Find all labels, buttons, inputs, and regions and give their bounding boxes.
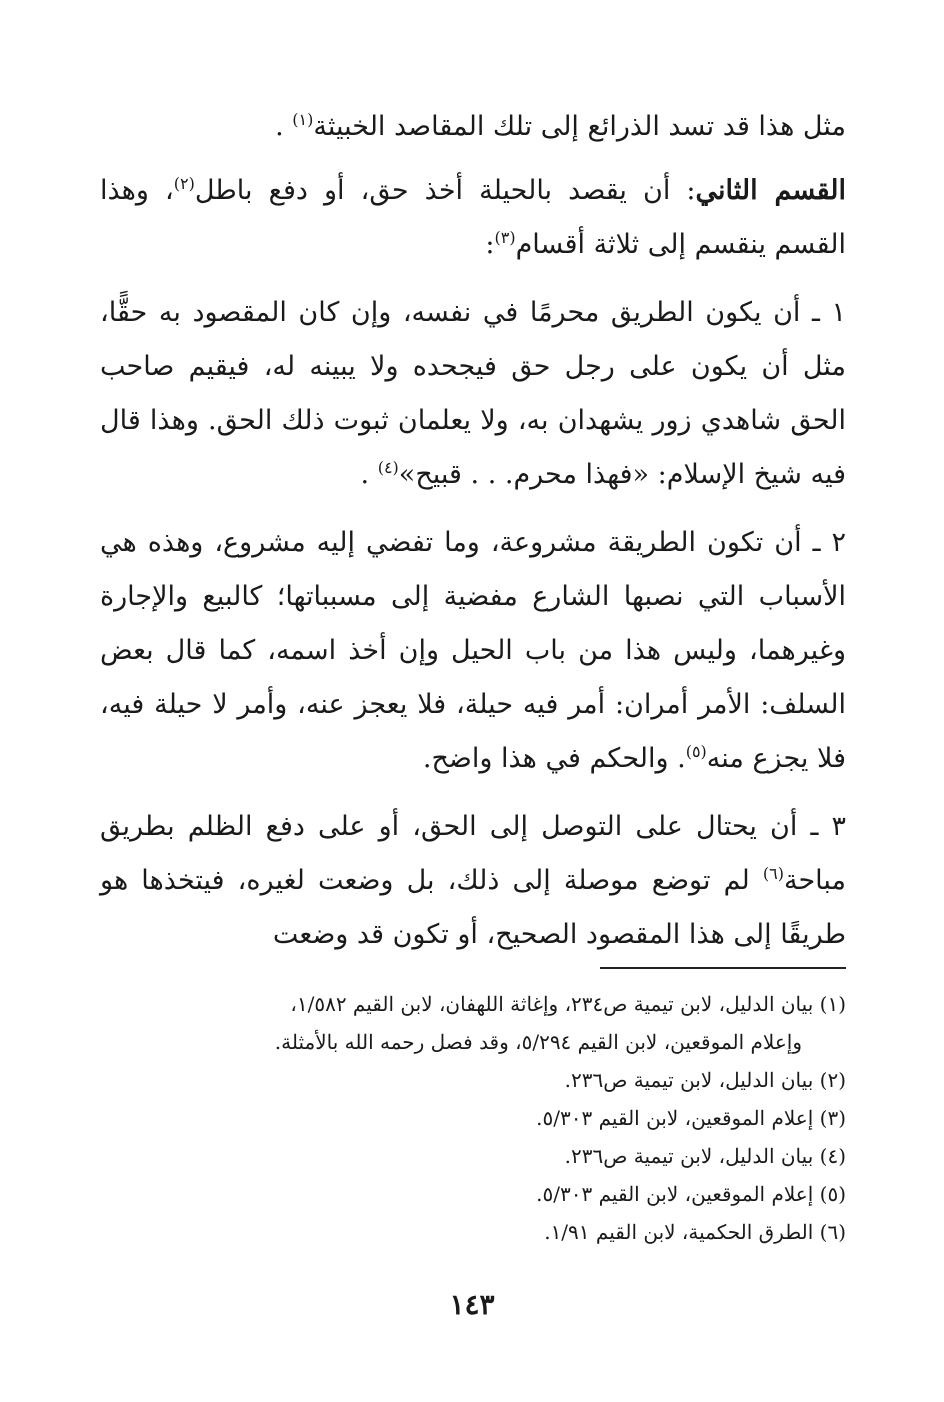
paragraph-text: ، وهذا القسم ينقسم إلى ثلاثة أقسام <box>100 175 846 260</box>
footnote-ref[interactable]: (٥) <box>685 742 707 761</box>
footnote-number: (٦) <box>819 1220 846 1244</box>
footnote-text: بيان الدليل، لابن تيمية ص٢٣٦. <box>564 1144 814 1168</box>
paragraph-intro <box>100 100 846 154</box>
main-text <box>100 100 846 976</box>
paragraph-text: مثل هذا قد تسد الذرائع إلى تلك المقاصد الخبيثة <box>313 111 846 142</box>
paragraph-text: لم توضع موصلة إلى ذلك، بل وضعت لغيره، فيتخذها هو طريقًا إلى هذا المقصود الصحيح، أو تكون قد وضعت <box>100 865 846 950</box>
footnote-ref[interactable]: (٦) <box>762 864 784 883</box>
footnote-text: إعلام الموقعين، لابن القيم ٥/٣٠٣. <box>536 1182 814 1206</box>
footnote-number: (١) <box>819 992 846 1016</box>
page-number: ١٤٣ <box>449 1288 495 1321</box>
paragraph-end: : <box>485 229 495 260</box>
footnote-text: إعلام الموقعين، لابن القيم ٥/٣٠٣. <box>536 1106 814 1130</box>
footnote-text: الطرق الحكمية، لابن القيم ١/٩١. <box>544 1220 814 1244</box>
footnote-number: (٢) <box>819 1068 846 1092</box>
paragraph-item-2 <box>100 516 846 786</box>
paragraph-text: ٣ ـ أن يحتال على التوصل إلى الحق، أو على دفع الظلم بطريق مباحة <box>100 811 846 896</box>
footnote-item <box>100 1099 846 1137</box>
footnote-number: (٥) <box>819 1182 846 1206</box>
paragraph-text: : أن يقصد بالحيلة أخذ حق، أو دفع باطل <box>194 175 696 206</box>
footnote-text-continued: وإعلام الموقعين، لابن القيم ٥/٢٩٤، وقد فصل رحمه الله بالأمثلة. <box>274 1030 802 1054</box>
paragraph-text: . والحكم في هذا واضح. <box>422 743 686 774</box>
paragraph-text: ١ ـ أن يكون الطريق محرمًا في نفسه، وإن كان المقصود به حقًّا، مثل أن يكون على رجل حق فيجحده ولا يبينه له، فيقيم صاحب الحق شاهدي زور يشهدان به، ولا يعلمان ثبوت ذلك الحق. وهذا قال فيه شيخ الإسلام: «فهذا محرم. . . قبيح» <box>100 297 846 490</box>
paragraph-item-1 <box>100 286 846 502</box>
footnote-ref[interactable]: (٤) <box>377 458 399 477</box>
footnote-ref[interactable]: (١) <box>292 110 314 129</box>
footnote-item <box>100 985 846 1061</box>
paragraph-end: . <box>275 111 293 142</box>
section-heading: القسم الثاني <box>695 175 847 206</box>
footnote-text: بيان الدليل، لابن تيمية ص٢٣٤، وإغاثة اللهفان، لابن القيم ١/٥٨٢، <box>290 992 814 1016</box>
paragraph-end: . <box>360 459 378 490</box>
footnote-item <box>100 1137 846 1175</box>
footnote-text: بيان الدليل، لابن تيمية ص٢٣٦. <box>564 1068 814 1092</box>
footnotes <box>100 985 846 1251</box>
footnote-item <box>100 1175 846 1213</box>
paragraph-item-3 <box>100 800 846 962</box>
footnote-item <box>100 1061 846 1099</box>
footnote-ref[interactable]: (٢) <box>173 174 195 193</box>
footnote-number: (٤) <box>819 1144 846 1168</box>
footnote-ref[interactable]: (٣) <box>494 228 516 247</box>
footnote-item <box>100 1213 846 1251</box>
paragraph-text: ٢ ـ أن تكون الطريقة مشروعة، وما تفضي إليه مشروع، وهذه هي الأسباب التي نصبها الشارع مفضية إلى مسبباتها؛ كالبيع والإجارة وغيرهما، وليس هذا من باب الحيل وإن أخذ اسمه، كما قال بعض السلف: الأمر أمران: أمر فيه حيلة، فلا يعجز عنه، وأمر لا حيلة فيه، فلا يجزع منه <box>100 527 846 774</box>
paragraph-section-two <box>100 164 846 272</box>
footnote-separator <box>600 967 846 969</box>
footnote-number: (٣) <box>819 1106 846 1130</box>
